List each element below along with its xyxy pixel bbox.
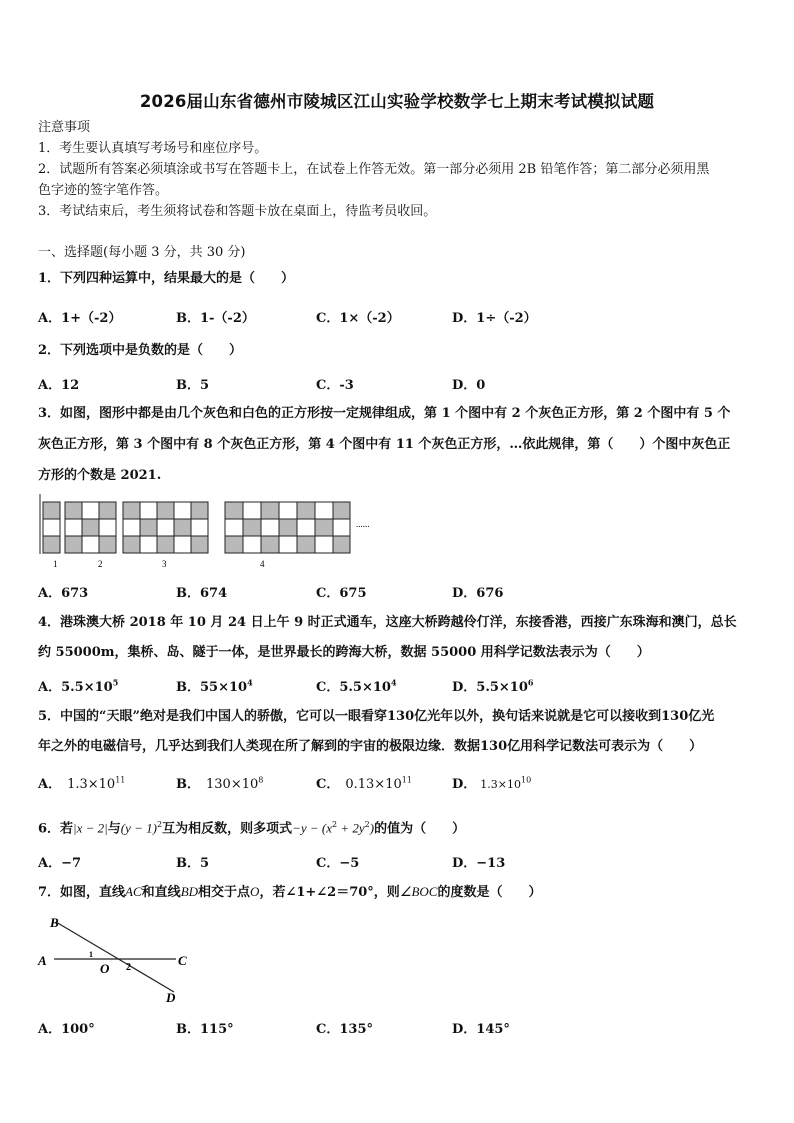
- point-d-label: D: [166, 990, 176, 1005]
- q4-option-c: C．$5.5\times 10^4$: [316, 677, 397, 695]
- point-b-label: B: [50, 915, 59, 930]
- q6-option-d: D．−13: [452, 856, 506, 871]
- question-6-stem: 6．若|x − 2|与$(y - 1)^2$互为相反数，则多项式$-y - (x^2 + 2y^2)$的值为（ ）: [38, 820, 466, 837]
- q7-option-a: A．100°: [38, 1022, 95, 1037]
- q2-option-d: D．0: [452, 378, 486, 393]
- figure-ellipsis: ......: [356, 519, 370, 529]
- question-1-stem: 1．下列四种运算中，结果最大的是（ ）: [38, 271, 295, 286]
- figure-label-2: 2: [98, 559, 103, 569]
- q6-option-b: B．5: [176, 856, 210, 871]
- pattern-4: [225, 502, 350, 553]
- q7-option-c: C．135°: [316, 1022, 373, 1037]
- q2-option-c: C．-3: [316, 378, 354, 393]
- q2-option-b: B．5: [176, 378, 210, 393]
- page-title: 2026届山东省德州市陵城区江山实验学校数学七上期末考试模拟试题: [139, 92, 655, 111]
- q5-option-d: D． $1.3\times 10^{10}$: [452, 775, 532, 792]
- figure-label-3: 3: [162, 559, 167, 569]
- question-4-stem-line: 约 55000m，集桥、岛、隧于一体，是世界最长的跨海大桥，数据 55000 用科学记数法表示为（ ）: [38, 645, 650, 660]
- figure-label-1: 1: [53, 559, 58, 569]
- angle-2-label: 2: [126, 962, 131, 973]
- q3-option-a: A．673: [38, 586, 89, 601]
- question-3-stem-line: 3．如图，图形中都是由几个灰色和白色的正方形按一定规律组成，第 1 个图中有 2 个灰色正方形，第 2 个图中有 5 个: [38, 406, 731, 421]
- notice-item: 2．试题所有答案必须填涂或书写在答题卡上，在试卷上作答无效。第一部分必须用 2B 铅笔作答；第二部分必须用黑: [38, 162, 710, 177]
- q3-option-d: D．676: [452, 586, 504, 601]
- q6-option-a: A．−7: [38, 856, 82, 871]
- question-7-stem: 7．如图，直线AC和直线BD相交于点O，若∠1+∠2＝70°，则∠BOC的度数是（ ）: [38, 884, 542, 900]
- q1-option-b: B．1-（-2）: [176, 311, 255, 326]
- notice-item: 1．考生要认真填写考场号和座位序号。: [38, 141, 268, 156]
- question-4-stem-line: 4．港珠澳大桥 2018 年 10 月 24 日上午 9 时正式通车，这座大桥跨越伶仃洋，东接香港，西接广东珠海和澳门，总长: [38, 615, 737, 630]
- pattern-figure: [38, 492, 378, 572]
- q4-option-a: A．$5.5\times 10^5$: [38, 677, 119, 695]
- q3-option-b: B．674: [176, 586, 228, 601]
- question-3-stem-line: 灰色正方形，第 3 个图中有 8 个灰色正方形，第 4 个图中有 11 个灰色正方形，…依此规律，第（ ）个图中灰色正: [38, 437, 731, 452]
- figure-label-4: 4: [260, 559, 265, 569]
- q6-option-c: C．−5: [316, 856, 360, 871]
- angle-1-label: 1: [89, 950, 93, 959]
- point-a-label: A: [38, 953, 47, 968]
- point-c-label: C: [178, 953, 187, 968]
- line-bd: [56, 922, 174, 992]
- q7-option-d: D．145°: [452, 1022, 510, 1037]
- notice-item: 色字迹的签字笔作答。: [38, 183, 169, 198]
- q4-option-d: D．$5.5\times 10^6$: [452, 677, 534, 695]
- question-5-stem-line: 年之外的电磁信号，几乎达到我们人类现在所了解到的宇宙的极限边缘．数据130亿用科学记数法可表示为（ ）: [38, 739, 703, 754]
- question-3-stem-line: 方形的个数是 2021.: [38, 468, 162, 483]
- intersecting-lines-figure: [36, 912, 196, 1008]
- q7-option-b: B．115°: [176, 1022, 234, 1037]
- pattern-2: [65, 502, 116, 553]
- question-5-stem-line: 5．中国的“天眼”绝对是我们中国人的骄傲，它可以一眼看穿130亿光年以外，换句话来说就是它可以接收到130亿光: [38, 709, 715, 724]
- q1-option-d: D．1÷（-2）: [452, 311, 537, 326]
- q4-option-b: B．$55\times 10^4$: [176, 677, 253, 695]
- notice-heading: 注意事项: [38, 120, 91, 135]
- notice-item: 3．考试结束后，考生须将试卷和答题卡放在桌面上，待监考员收回。: [38, 204, 437, 219]
- q3-option-c: C．675: [316, 586, 367, 601]
- q2-option-a: A．12: [38, 378, 80, 393]
- point-o-label: O: [100, 961, 110, 976]
- q5-option-a: A． $1.3\times 10^{11}$: [38, 775, 126, 792]
- pattern-1: [43, 502, 60, 553]
- q5-option-b: B． $130\times 10^8$: [176, 775, 264, 792]
- section-heading: 一、选择题(每小题 3 分，共 30 分): [38, 245, 246, 260]
- pattern-3: [123, 502, 208, 553]
- q5-option-c: C． $0.13\times 10^{11}$: [316, 775, 412, 792]
- question-2-stem: 2．下列选项中是负数的是（ ）: [38, 343, 243, 358]
- q1-option-c: C．1×（-2）: [316, 311, 400, 326]
- q1-option-a: A．1+（-2）: [38, 311, 122, 326]
